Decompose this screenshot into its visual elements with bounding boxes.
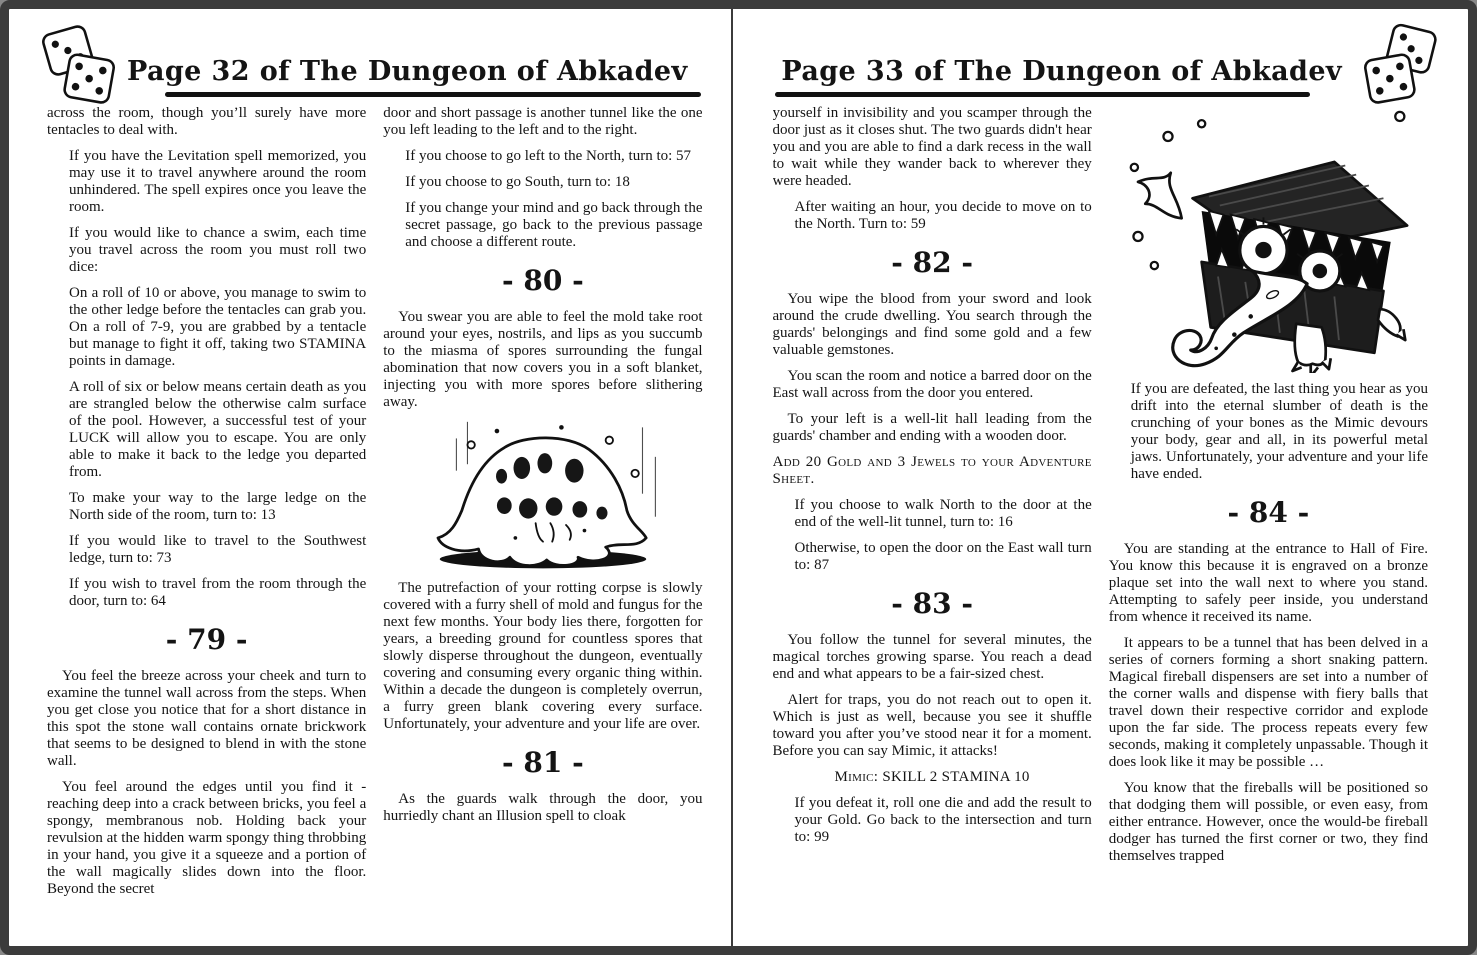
- column-1: [47, 105, 366, 943]
- choice-paragraph: If you would like to travel to the Southwest ledge, turn to: 73: [69, 533, 367, 566]
- section-80-heading: - 80 -: [502, 264, 584, 297]
- section-81-heading: - 81 -: [502, 746, 584, 779]
- section-83-heading: - 83 -: [891, 587, 973, 620]
- section-82-heading: - 82 -: [891, 246, 973, 279]
- choice-paragraph: If you would like to chance a swim, each time you travel across the room you must roll two dice:: [69, 225, 367, 275]
- choice-paragraph: On a roll of 10 or above, you manage to swim to the other ledge before the tentacles can grab you. On a roll of 7-9, you are grabbed by a tentacle but manage to fight it off, taking two STAMINA points in damage.: [69, 285, 367, 369]
- paragraph: door and short passage is another tunnel like the one you left leading to the left and to the right.: [383, 105, 703, 138]
- paragraph: You know that the fireballs will be positioned so that dodging them will possible, or even easy, from either entrance. However, once the would-be fireball dodger has turned the first corner or two, they find themselves trapped: [1108, 780, 1428, 864]
- dice-icon: [33, 21, 125, 107]
- reward-instruction: Add 20 Gold and 3 Jewels to your Adventure Sheet.: [772, 454, 1092, 487]
- page-33-columns: [773, 105, 1429, 943]
- paragraph: It appears to be a tunnel that has been delved in a series of corners forming a short snaking pattern. Magical fireball dispensers are set into a number of the corner walls and dispense with fiery balls that travel down their respective corridor and explode upon the far side. The process repeats every few seconds, making it completely unpassable. Though it does look like it may be possible …: [1108, 635, 1428, 770]
- paragraph: The putrefaction of your rotting corpse is slowly covered with a furry shell of mold and fungus for the next few months. Your body lies there, forgotten for years, a breeding ground for countless spores that slowly disperse throughout the dungeon, eventually covering and consuming every organic thing within. Within a decade the dungeon is completely overrun, a furry green blank covering every surface. Unfortunately, your adventure and your life are over.: [383, 580, 703, 732]
- paragraph: As the guards walk through the door, you hurriedly chant an Illusion spell to cloak: [383, 791, 703, 824]
- section-84-heading: - 84 -: [1227, 496, 1310, 529]
- choice-paragraph: If you choose to go left to the North, turn to: 57: [405, 148, 692, 164]
- dice-icon: [1354, 21, 1446, 107]
- paragraph: You scan the room and notice a barred door on the East wall across from the door you entered.: [772, 368, 1092, 401]
- page-33-header: [773, 33, 1429, 99]
- choice-paragraph: If you defeat it, roll one die and add the result to your Gold. Go back to the intersection and turn to: 99: [794, 795, 1092, 845]
- choice-paragraph: If you choose to go South, turn to: 18: [405, 174, 630, 190]
- section-79-heading: - 79 -: [165, 623, 248, 656]
- slime-illustration: [383, 420, 702, 572]
- page-32-columns: [47, 105, 703, 943]
- choice-paragraph: After waiting an hour, you decide to move on to the North. Turn to: 59: [794, 199, 1092, 232]
- page-32-title: Page 32 of The Dungeon of Abkadev: [127, 56, 688, 87]
- paragraph: You swear you are able to feel the mold take root around your eyes, nostrils, and lips as you succumb to the miasma of spores surrounding the fungal abomination that now covers you in a soft blanket, injecting you with more spores before slithering away.: [383, 309, 703, 410]
- monster-stat-line: Mimic: SKILL 2 STAMINA 10: [834, 769, 1030, 785]
- paragraph: You wipe the blood from your sword and look around the crude dwelling. You search through the guards' belongings and find some gold and a few valuable gemstones.: [772, 291, 1092, 358]
- paragraph: You feel the breeze across your cheek and turn to examine the tunnel wall across from the steps. When you get close you notice that for a short distance in this spot the stone wall contains ornate brickwork that seems to be designed to blend in with the stone wall.: [47, 668, 367, 769]
- header-rule: [775, 92, 1311, 97]
- column-4: [1109, 105, 1428, 943]
- column-3: [773, 105, 1092, 943]
- paragraph: If you are defeated, the last thing you hear as you drift into the eternal slumber of death is the crunching of your bones as the Mimic devours your body, gear and all, in its powerful metal jaws. Unfortunately, your adventure and your life have ended.: [1130, 381, 1428, 482]
- column-2: [383, 105, 702, 943]
- paragraph: You are standing at the entrance to Hall of Fire. You know this because it is engraved on a bronze plaque set into the wall next to where you stand. Attempting to safely peer inside, you understand from whence it received its name.: [1108, 541, 1428, 625]
- choice-paragraph: If you choose to walk North to the door at the end of the well-lit tunnel, turn to: 16: [794, 497, 1092, 530]
- paragraph: You follow the tunnel for several minutes, the magical torches growing sparse. You reach a dead end and what appears to be a fair-sized chest.: [772, 632, 1092, 682]
- paragraph: To your left is a well-lit hall leading from the guards' chamber and ending with a wooden door.: [772, 411, 1092, 444]
- choice-paragraph: If you wish to travel from the room through the door, turn to: 64: [69, 576, 367, 609]
- choice-paragraph: Otherwise, to open the door on the East wall turn to: 87: [794, 540, 1092, 573]
- paragraph: Alert for traps, you do not reach out to open it. Which is just as well, because you see it shuffle toward you after you’ve stood near it for a moment. Before you can say Mimic, it attacks!: [772, 692, 1092, 759]
- choice-paragraph: To make your way to the large ledge on the North side of the room, turn to: 13: [69, 490, 367, 523]
- page-33: [733, 9, 1469, 946]
- paragraph: You feel around the edges until you find it - reaching deep into a crack between bricks, you feel a spongy, membranous nob. Holding back your revulsion at the hidden warm spongy thing throbbing in your hand, you give it a squeeze and a portion of the wall magically slides down into the floor. Beyond the secret: [47, 779, 367, 897]
- paragraph: yourself in invisibility and you scamper through the door just as it closes shut. The two guards didn't hear you and you are able to find a dark recess in the wall to wait while they wander back to wherever they were headed.: [772, 105, 1092, 189]
- page-32: [9, 9, 731, 946]
- choice-paragraph: A roll of six or below means certain death as you are strangled below the otherwise calm surface of the pool. However, a successful test of your LUCK will allow you to escape. You are only able to make it back to the ledge you departed from.: [69, 379, 367, 480]
- choice-paragraph: If you have the Levitation spell memorized, you may use it to travel anywhere around the room unhindered. The spell expires once you leave the room.: [69, 148, 367, 215]
- page-33-title: Page 33 of The Dungeon of Abkadev: [781, 56, 1342, 87]
- mimic-illustration: [1109, 109, 1428, 373]
- paragraph: across the room, though you’ll surely have more tentacles to deal with.: [47, 105, 367, 138]
- page-32-header: [47, 33, 703, 99]
- choice-paragraph: If you change your mind and go back through the secret passage, go back to the previous passage and choose a different route.: [405, 200, 703, 250]
- header-rule: [165, 92, 701, 97]
